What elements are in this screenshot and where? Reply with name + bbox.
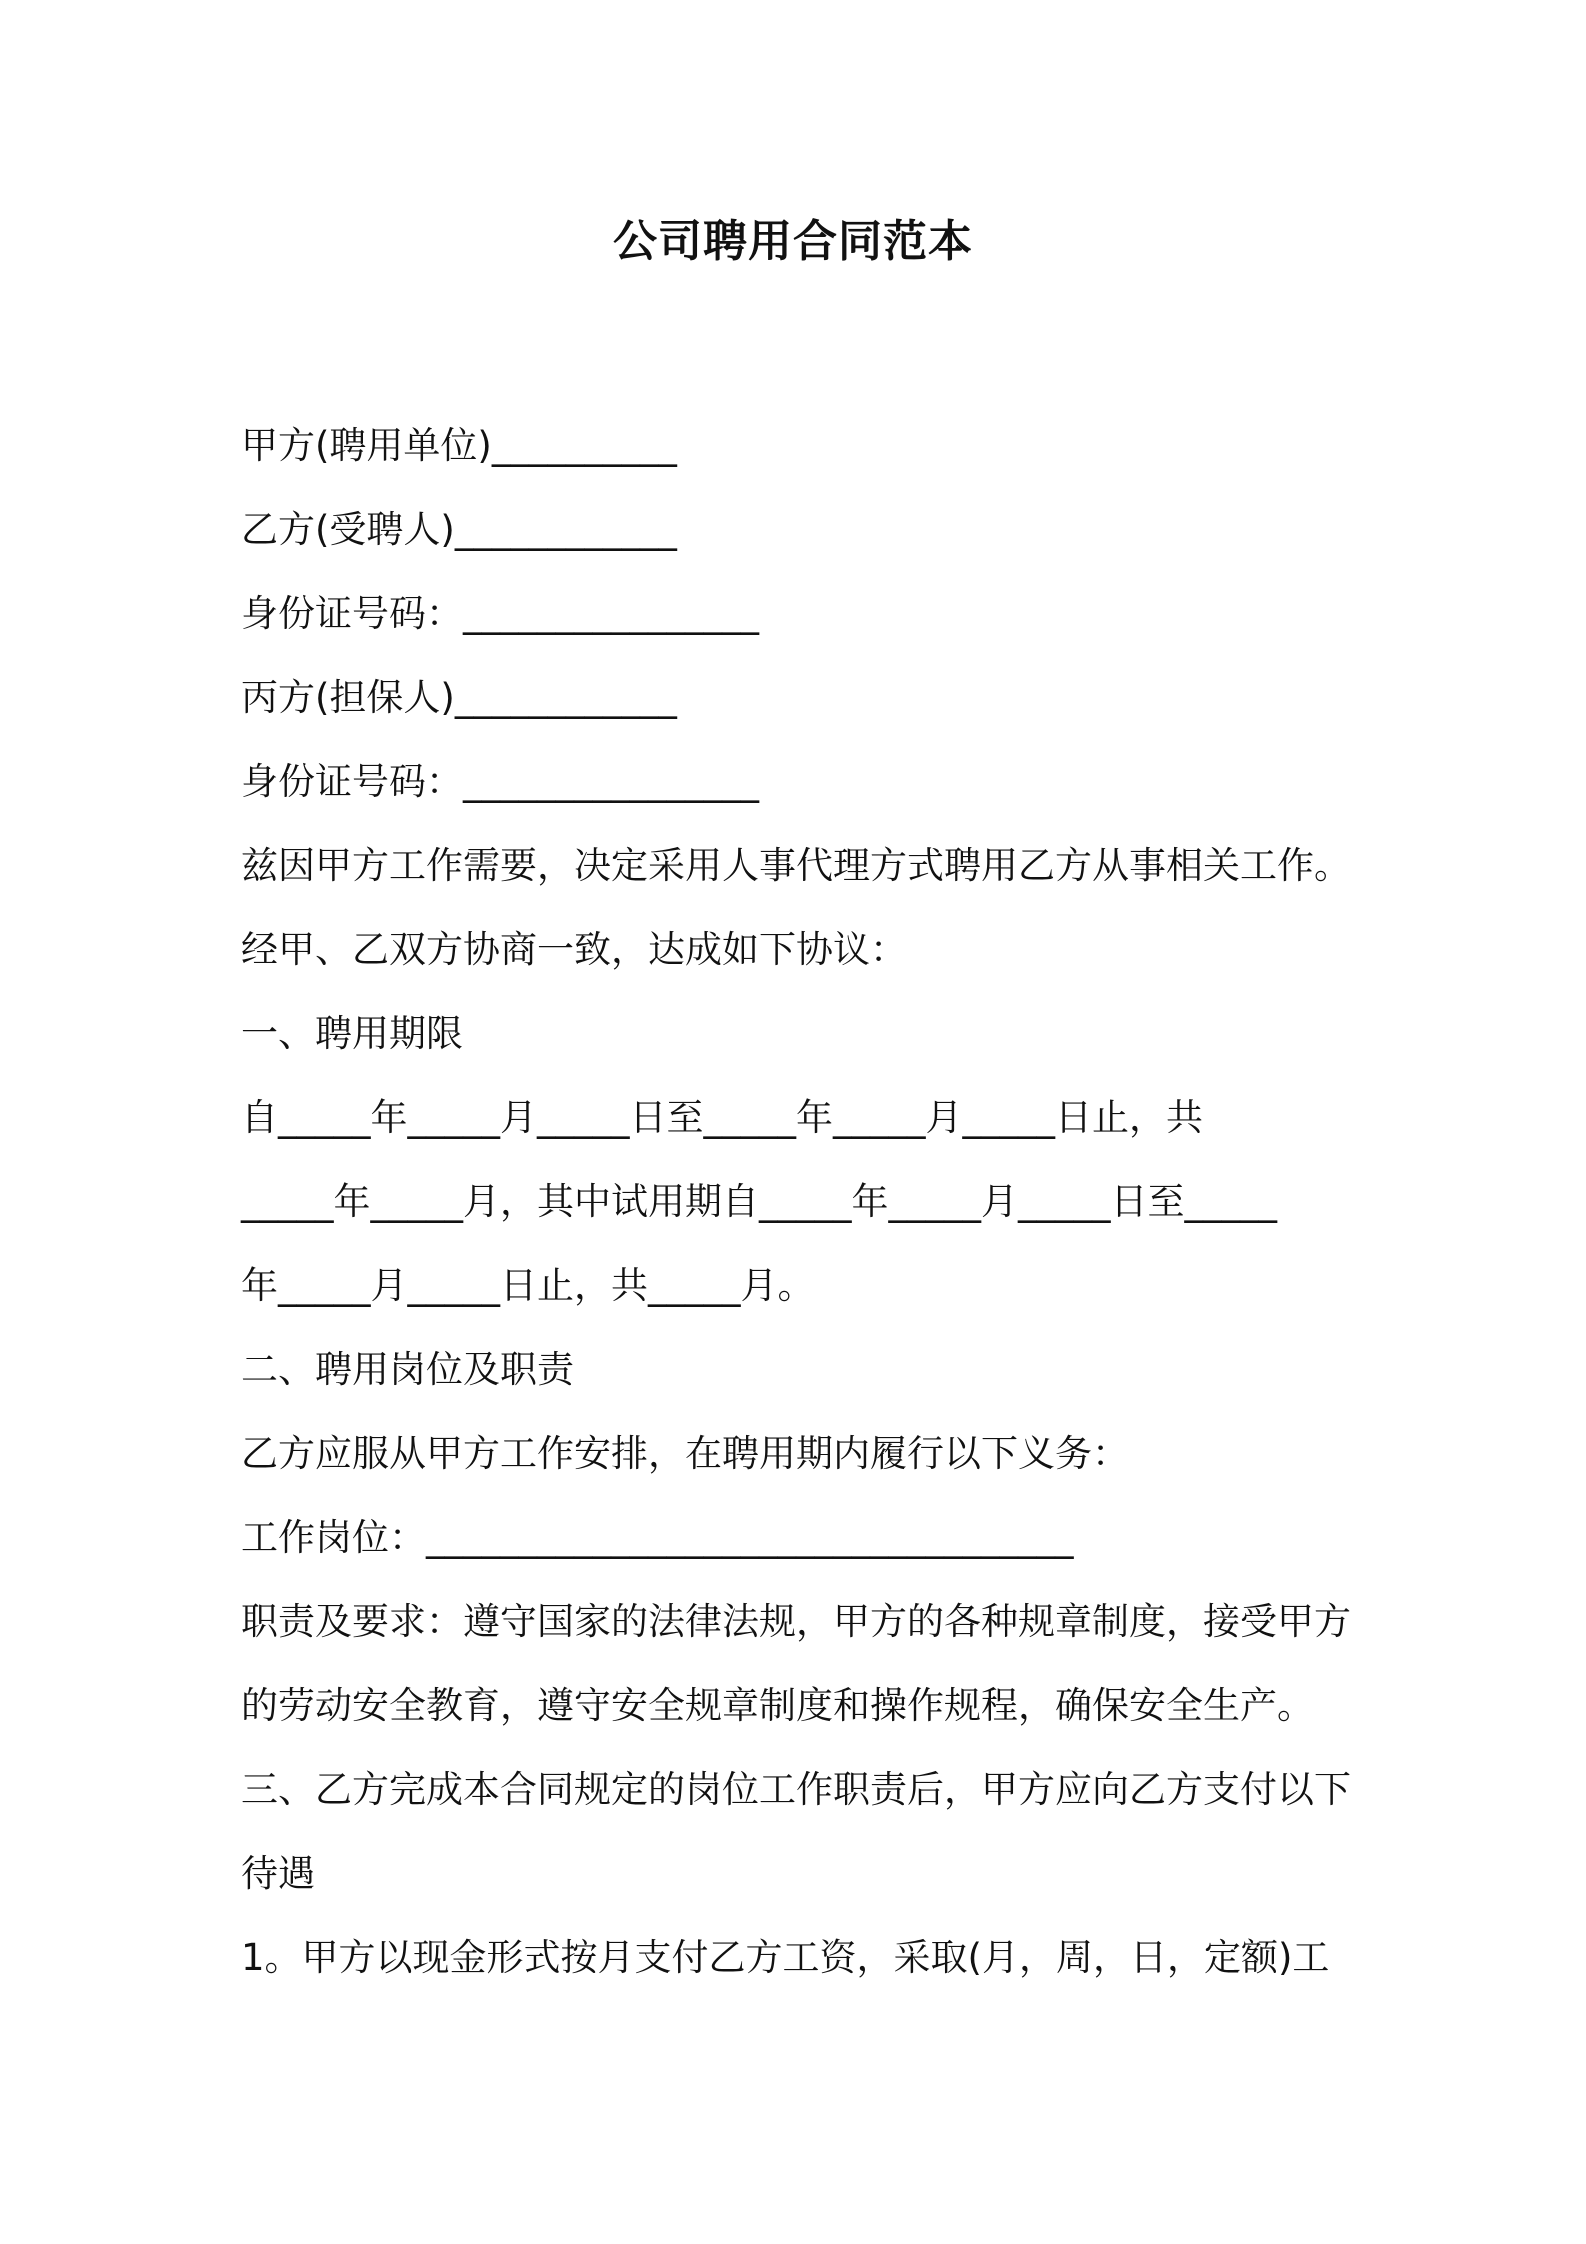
section-heading-position: 二、聘用岗位及职责 <box>241 1348 574 1391</box>
party-b-line: 乙方(受聘人)____________ <box>241 508 677 551</box>
preamble-line: 兹因甲方工作需要，决定采用人事代理方式聘用乙方从事相关工作。 <box>241 844 1351 887</box>
duty-line-1: 职责及要求：遵守国家的法律法规，甲方的各种规章制度，接受甲方 <box>241 1600 1351 1643</box>
document-body <box>241 404 1371 2000</box>
position-line: 工作岗位：___________________________________ <box>241 1516 1074 1559</box>
term-line-3: 年_____月_____日止，共_____月。 <box>241 1264 815 1307</box>
duty-intro-line: 乙方应服从甲方工作安排，在聘用期内履行以下义务： <box>241 1432 1129 1475</box>
agreement-line: 经甲、乙双方协商一致，达成如下协议： <box>241 928 907 971</box>
section-heading-term: 一、聘用期限 <box>241 1012 463 1055</box>
duty-line-2: 的劳动安全教育，遵守安全规章制度和操作规程，确保安全生产。 <box>241 1684 1314 1727</box>
party-c-line: 丙方(担保人)____________ <box>241 676 677 719</box>
pay-line-1: 1。甲方以现金形式按月支付乙方工资，采取(月，周，日，定额)工 <box>241 1936 1330 1979</box>
party-c-id-line: 身份证号码：________________ <box>241 760 759 803</box>
section-heading-pay-1: 三、乙方完成本合同规定的岗位工作职责后，甲方应向乙方支付以下 <box>241 1768 1351 1811</box>
party-b-id-line: 身份证号码：________________ <box>241 592 759 635</box>
party-a-line: 甲方(聘用单位)__________ <box>241 424 677 467</box>
term-line-1: 自_____年_____月_____日至_____年_____月_____日止，共 <box>241 1096 1203 1139</box>
term-line-2: _____年_____月，其中试用期自_____年_____月_____日至_____ <box>241 1180 1277 1223</box>
document-title: 公司聘用合同范本 <box>613 216 973 267</box>
section-heading-pay-2: 待遇 <box>241 1852 315 1895</box>
